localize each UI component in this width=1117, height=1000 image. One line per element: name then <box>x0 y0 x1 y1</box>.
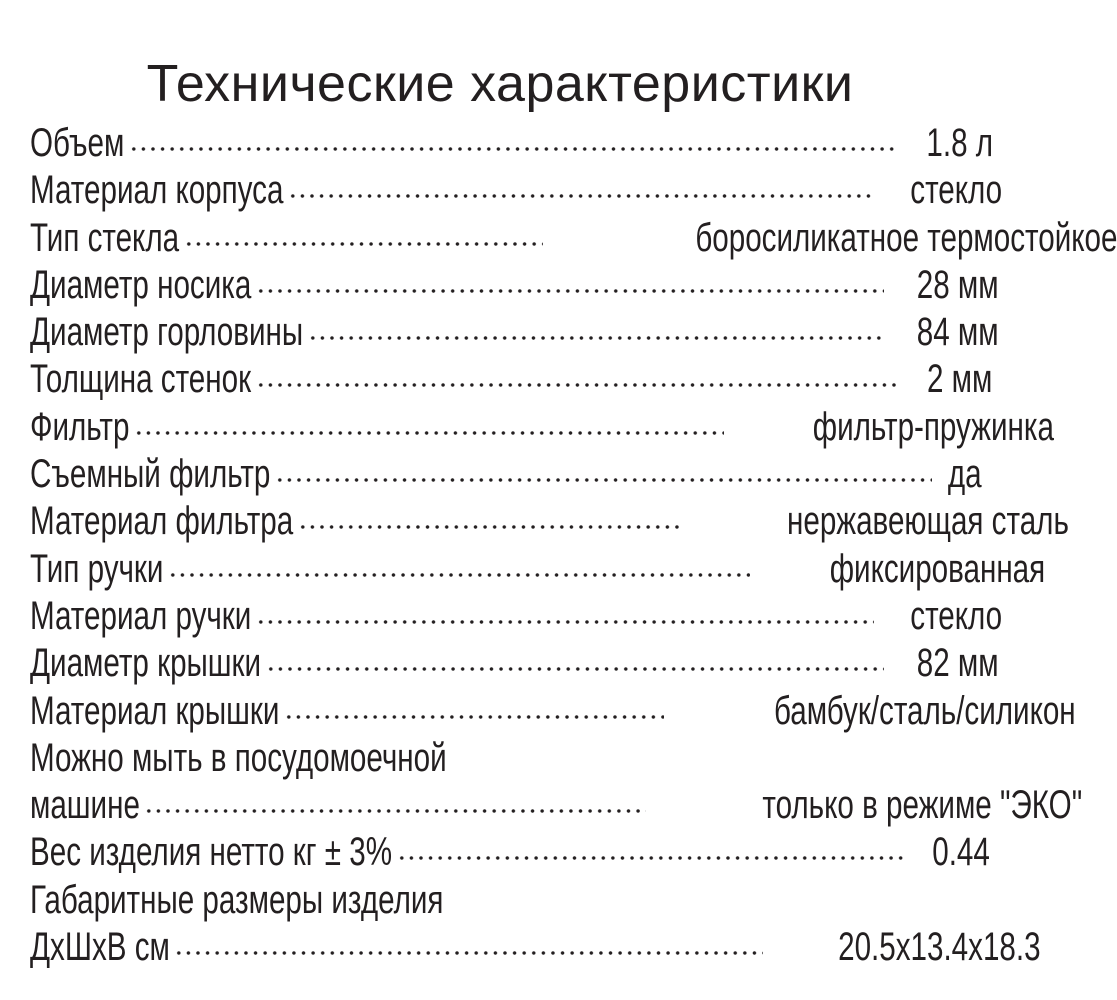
spec-row-weight <box>30 829 990 876</box>
spec-label: Тип ручки <box>30 546 164 591</box>
spec-value: фиксированная <box>829 546 1046 591</box>
spec-row-handle-material <box>30 593 1003 640</box>
spec-label: Габаритные размеры изделия <box>30 877 444 922</box>
spec-label: Материал фильтра <box>30 499 294 544</box>
spec-row-wall-thickness <box>30 356 993 403</box>
dot-leader <box>275 475 932 485</box>
spec-value: стекло <box>910 168 1003 213</box>
spec-value: 2 мм <box>926 357 993 402</box>
spec-value: нержавеющая сталь <box>787 499 1069 544</box>
spec-row-filter-material <box>30 498 1069 545</box>
spec-value: да <box>947 452 982 497</box>
spec-row-spout-diameter <box>30 262 999 309</box>
dot-leader <box>288 191 874 201</box>
spec-label: Диаметр крышки <box>30 641 262 686</box>
dot-leader <box>134 428 724 438</box>
spec-row-dimensions <box>30 924 1041 971</box>
dot-leader <box>174 948 763 958</box>
spec-value: 84 мм <box>916 310 999 355</box>
spec-row-lid-material <box>30 688 1076 735</box>
dot-leader <box>168 570 750 580</box>
spec-value: 1.8 л <box>926 121 994 165</box>
dot-leader <box>144 806 646 816</box>
spec-row-lid-diameter <box>30 640 999 687</box>
spec-value: фильтр-пружинка <box>812 404 1054 449</box>
spec-value: стекло <box>910 593 1003 638</box>
spec-value: 0.44 <box>932 830 990 875</box>
dot-leader <box>397 853 908 863</box>
spec-list <box>30 120 1117 971</box>
spec-value: боросиликатное термостойкое <box>695 215 1117 260</box>
dot-leader <box>129 144 899 154</box>
spec-label: Диаметр горловины <box>30 310 304 355</box>
spec-label: Можно мыть в посудомоечной <box>30 735 447 780</box>
spec-label: Фильтр <box>30 404 130 449</box>
spec-row-dishwasher <box>30 782 1083 829</box>
spec-row-dishwasher-label-line1 <box>30 735 970 782</box>
dot-leader <box>298 522 684 532</box>
spec-label: Съемный фильтр <box>30 452 271 497</box>
spec-label: Тип стекла <box>30 215 180 260</box>
dot-leader <box>284 712 664 722</box>
spec-row-handle-type <box>30 546 1046 593</box>
spec-label: Объем <box>30 121 125 165</box>
dot-leader <box>256 286 884 296</box>
spec-label: Толщина стенок <box>30 357 252 402</box>
spec-row-neck-diameter <box>30 309 999 356</box>
spec-value: 20.5x13.4x18.3 <box>838 925 1041 970</box>
dot-leader <box>256 617 874 627</box>
spec-row-dimensions-label-line1 <box>30 877 970 924</box>
page-title: Технические характеристики <box>146 55 854 113</box>
spec-label: Материал крышки <box>30 688 280 733</box>
spec-row-volume <box>30 120 994 167</box>
dot-leader <box>184 239 543 249</box>
spec-label: Материал ручки <box>30 593 252 638</box>
spec-row-removable-filter <box>30 451 982 498</box>
spec-value: 28 мм <box>916 262 999 307</box>
spec-row-filter <box>30 404 1054 451</box>
dot-leader <box>308 333 884 343</box>
spec-value: бамбук/сталь/силикон <box>773 688 1076 733</box>
spec-label: машине <box>30 783 140 828</box>
spec-row-glass-type <box>30 215 1117 262</box>
spec-value: 82 мм <box>916 641 999 686</box>
dot-leader <box>266 664 884 674</box>
spec-row-body-material <box>30 167 1003 214</box>
spec-label: Вес изделия нетто кг ± 3% <box>30 830 393 875</box>
spec-value: только в режиме "ЭКО" <box>762 783 1083 828</box>
spec-label: Материал корпуса <box>30 168 284 213</box>
spec-label: Диаметр носика <box>30 262 252 307</box>
dot-leader <box>256 380 900 390</box>
spec-label: ДхШхВ см <box>30 925 170 970</box>
